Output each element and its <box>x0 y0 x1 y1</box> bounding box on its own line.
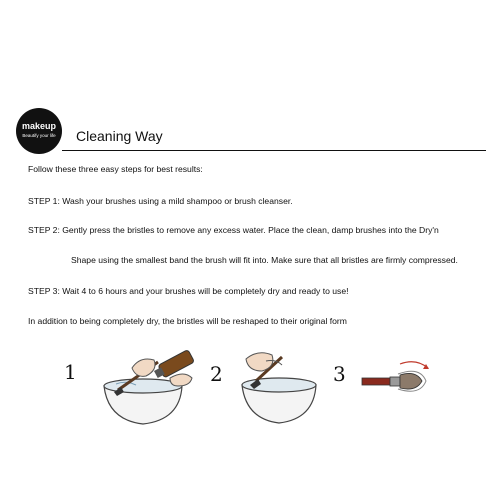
intro-text: Follow these three easy steps for best results: <box>28 164 203 174</box>
brush-in-dryer-icon <box>356 356 436 402</box>
step-3-text: STEP 3: Wait 4 to 6 hours and your brushes will be completely dry and ready to use! <box>28 286 349 296</box>
header <box>14 108 486 154</box>
pressing-brush-bowl-icon <box>236 345 322 430</box>
figure-2-number: 2 <box>210 362 223 386</box>
outro-text: In addition to being completely dry, the bristles will be reshaped to their original form <box>28 316 347 326</box>
page-title: Cleaning Way <box>76 128 163 144</box>
makeup-logo <box>16 108 62 154</box>
logo-tagline: Beautify your life <box>22 133 56 138</box>
step-2-text-continued: Shape using the smallest band the brush will fit into. Make sure that all bristles are firmly compressed. <box>71 255 458 265</box>
title-divider <box>62 150 486 151</box>
washing-brush-bowl-icon <box>96 340 200 432</box>
logo-brand: makeup <box>21 121 56 131</box>
figure-3-number: 3 <box>333 362 346 386</box>
step-1-text: STEP 1: Wash your brushes using a mild shampoo or brush cleanser. <box>28 196 293 206</box>
figure-1-number: 1 <box>64 360 77 384</box>
step-2-text: STEP 2: Gently press the bristles to remove any excess water. Place the clean, damp brushes into the Dry'n <box>28 225 439 235</box>
